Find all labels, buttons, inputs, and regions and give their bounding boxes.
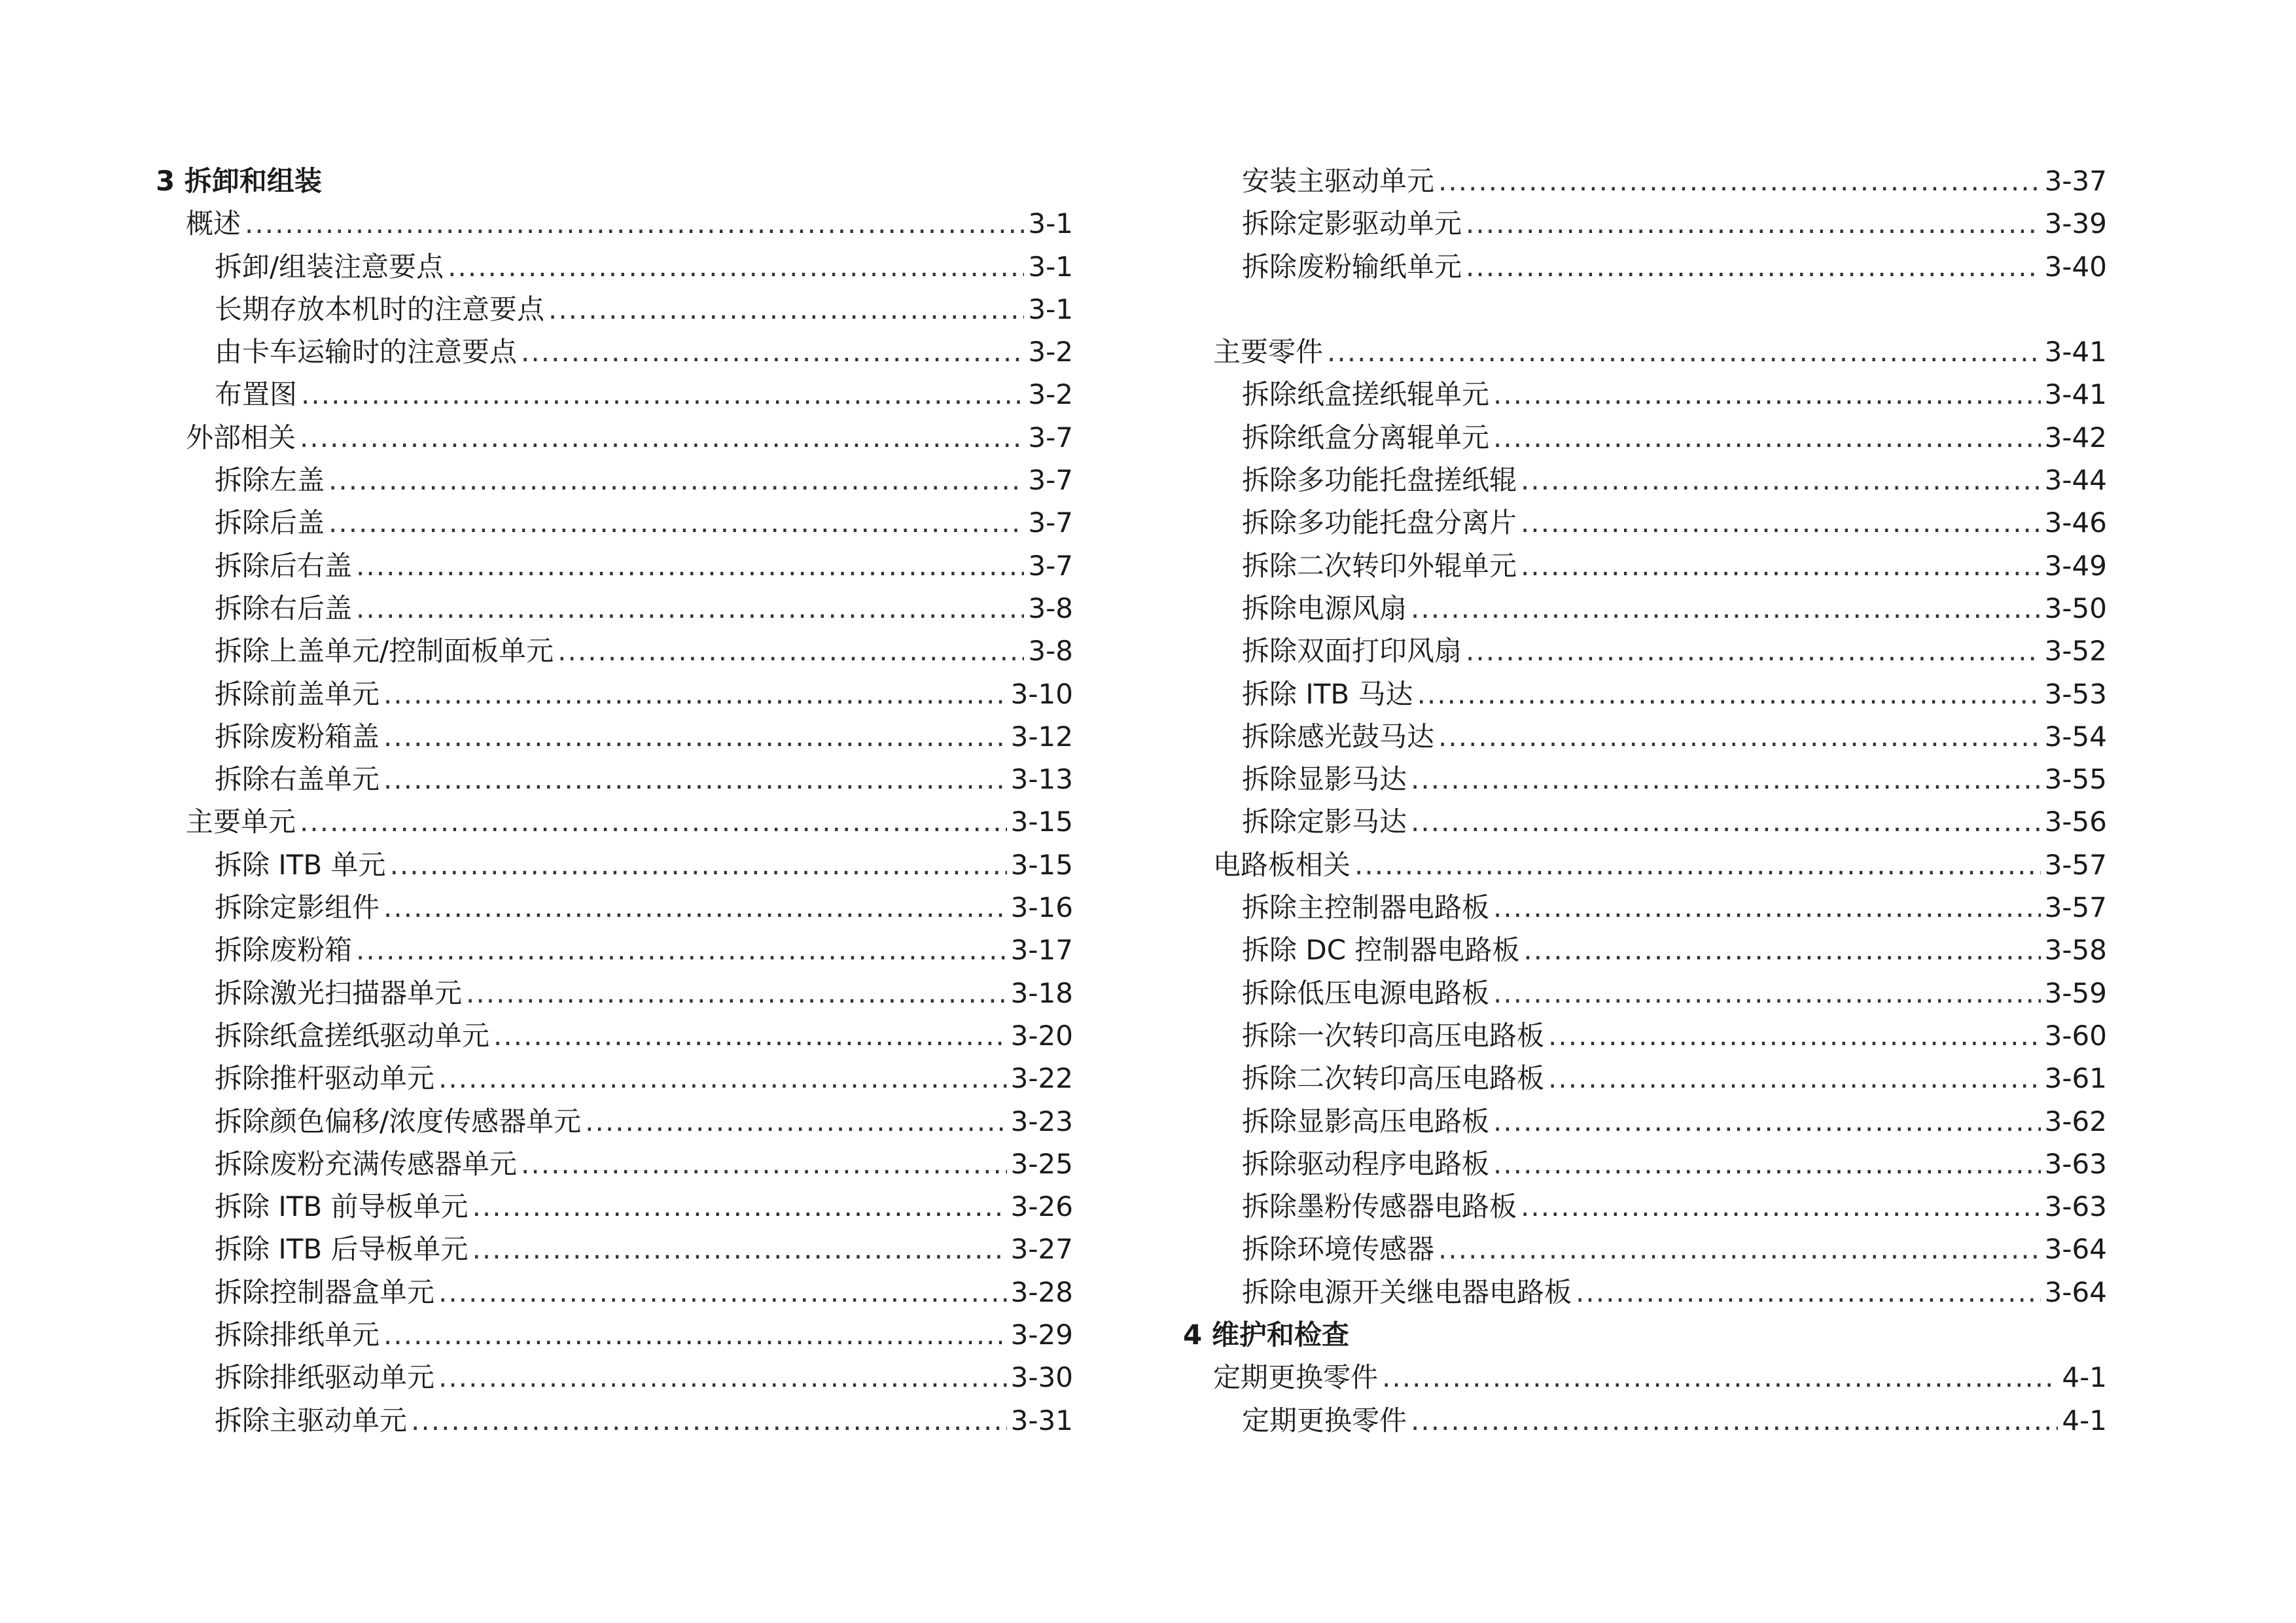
toc-subsection-entry bbox=[1183, 1271, 2107, 1313]
toc-entry-title: 长期存放本机时的注意要点 bbox=[215, 293, 545, 325]
toc-entry-title: 拆除环境传感器 bbox=[1242, 1233, 1435, 1266]
dot-leader bbox=[548, 288, 1024, 330]
toc-entry-title: 拆除上盖单元/控制面板单元 bbox=[215, 635, 554, 668]
toc-entry-page: 4-1 bbox=[2062, 1361, 2107, 1394]
toc-subsection-entry bbox=[1183, 1014, 2107, 1057]
toc-chapter-heading bbox=[1183, 1313, 2107, 1356]
toc-entry-page: 3-39 bbox=[2044, 207, 2107, 240]
toc-entry-title: 拆除右盖单元 bbox=[215, 763, 380, 796]
dot-leader bbox=[1411, 1399, 2058, 1442]
dot-leader bbox=[1438, 160, 2041, 202]
dot-leader bbox=[301, 373, 1024, 416]
dot-leader bbox=[383, 715, 1007, 758]
toc-subsection-entry bbox=[1183, 1399, 2107, 1442]
toc-entry-page: 3-2 bbox=[1028, 336, 1073, 368]
toc-spacer bbox=[1183, 288, 2107, 330]
dot-leader bbox=[1466, 630, 2041, 672]
toc-chapter-heading bbox=[156, 160, 1073, 202]
dot-leader bbox=[1548, 1014, 2041, 1057]
dot-leader bbox=[1493, 1143, 2041, 1185]
dot-leader bbox=[585, 1100, 1007, 1143]
toc-entry-page: 3-12 bbox=[1010, 720, 1073, 753]
toc-entry-page: 3-60 bbox=[2044, 1019, 2107, 1052]
toc-subsection-entry bbox=[1183, 886, 2107, 929]
toc-subsection-entry bbox=[156, 1100, 1073, 1143]
toc-entry-title: 拆除二次转印高压电路板 bbox=[1242, 1062, 1545, 1095]
toc-subsection-entry bbox=[1183, 630, 2107, 672]
toc-entry-page: 3-46 bbox=[2044, 507, 2107, 539]
dot-leader bbox=[1411, 758, 2041, 800]
toc-entry-page: 4-1 bbox=[2062, 1404, 2107, 1436]
toc-entry-title: 电路板相关 bbox=[1213, 848, 1351, 881]
toc-subsection-entry bbox=[156, 330, 1073, 373]
dot-leader bbox=[383, 886, 1007, 929]
toc-subsection-entry bbox=[1183, 587, 2107, 630]
toc-entry-page: 3-22 bbox=[1010, 1062, 1073, 1095]
toc-entry-title: 拆除排纸单元 bbox=[215, 1319, 380, 1351]
toc-section-entry bbox=[156, 202, 1073, 245]
toc-subsection-entry bbox=[156, 673, 1073, 715]
toc-entry-title: 拆除双面打印风扇 bbox=[1242, 635, 1462, 668]
toc-entry-page: 3-55 bbox=[2044, 763, 2107, 796]
toc-entry-page: 3-13 bbox=[1010, 763, 1073, 796]
toc-entry-page: 3-15 bbox=[1010, 806, 1073, 838]
toc-entry-title: 3 拆卸和组装 bbox=[156, 165, 322, 197]
toc-entry-page: 3-41 bbox=[2044, 336, 2107, 368]
dot-leader bbox=[1548, 1057, 2041, 1099]
toc-subsection-entry bbox=[156, 972, 1073, 1014]
toc-section-entry bbox=[1183, 844, 2107, 886]
toc-entry-title: 拆除定影组件 bbox=[215, 891, 380, 924]
toc-subsection-entry bbox=[156, 373, 1073, 416]
toc-section-entry bbox=[156, 416, 1073, 459]
toc-subsection-entry bbox=[1183, 1228, 2107, 1270]
toc-entry-page: 3-31 bbox=[1010, 1404, 1073, 1436]
dot-leader bbox=[1493, 972, 2041, 1014]
toc-entry-title: 拆除定影驱动单元 bbox=[1242, 207, 1462, 240]
toc-entry-page: 3-26 bbox=[1010, 1190, 1073, 1223]
dot-leader bbox=[1327, 330, 2041, 373]
dot-leader bbox=[1382, 1356, 2058, 1399]
dot-leader bbox=[1354, 844, 2041, 886]
toc-subsection-entry bbox=[156, 929, 1073, 971]
toc-entry-title: 主要零件 bbox=[1213, 336, 1324, 368]
dot-leader bbox=[1493, 1100, 2041, 1143]
toc-entry-title: 拆除 ITB 马达 bbox=[1242, 677, 1413, 710]
toc-entry-title: 拆除右后盖 bbox=[215, 592, 353, 624]
toc-entry-title: 拆卸/组装注意要点 bbox=[215, 250, 444, 283]
toc-right-column bbox=[1183, 160, 2107, 1442]
toc-entry-title: 定期更换零件 bbox=[1213, 1361, 1379, 1394]
toc-entry-page: 3-63 bbox=[2044, 1147, 2107, 1180]
toc-entry-page: 3-1 bbox=[1028, 207, 1073, 240]
toc-subsection-entry bbox=[156, 1228, 1073, 1270]
toc-subsection-entry bbox=[156, 1313, 1073, 1356]
toc-entry-page: 3-10 bbox=[1010, 677, 1073, 710]
toc-subsection-entry bbox=[156, 886, 1073, 929]
toc-subsection-entry bbox=[1183, 373, 2107, 416]
toc-subsection-entry bbox=[156, 459, 1073, 501]
dot-leader bbox=[328, 459, 1024, 501]
toc-entry-page: 3-49 bbox=[2044, 549, 2107, 582]
toc-section-entry bbox=[1183, 330, 2107, 373]
dot-leader bbox=[521, 330, 1024, 373]
toc-entry-title: 拆除纸盒搓纸驱动单元 bbox=[215, 1019, 490, 1052]
toc-entry-title: 拆除主驱动单元 bbox=[215, 1404, 408, 1436]
dot-leader bbox=[356, 544, 1024, 587]
toc-entry-page: 3-54 bbox=[2044, 720, 2107, 753]
toc-entry-page: 3-64 bbox=[2044, 1275, 2107, 1308]
toc-subsection-entry bbox=[156, 1185, 1073, 1228]
toc-entry-title: 拆除排纸驱动单元 bbox=[215, 1361, 435, 1394]
dot-leader bbox=[1521, 544, 2041, 587]
toc-subsection-entry bbox=[1183, 1185, 2107, 1228]
toc-entry-page: 3-40 bbox=[2044, 250, 2107, 283]
dot-leader bbox=[472, 1185, 1007, 1228]
toc-entry-page: 3-1 bbox=[1028, 250, 1073, 283]
toc-entry-title: 由卡车运输时的注意要点 bbox=[215, 336, 518, 368]
toc-subsection-entry bbox=[156, 715, 1073, 758]
toc-subsection-entry bbox=[1183, 459, 2107, 501]
toc-entry-title: 拆除一次转印高压电路板 bbox=[1242, 1019, 1545, 1052]
toc-subsection-entry bbox=[1183, 245, 2107, 288]
dot-leader bbox=[1417, 673, 2041, 715]
dot-leader bbox=[1493, 373, 2041, 416]
toc-entry-page: 3-59 bbox=[2044, 976, 2107, 1009]
toc-entry-title: 拆除激光扫描器单元 bbox=[215, 976, 463, 1009]
toc-entry-title: 拆除推杆驱动单元 bbox=[215, 1062, 435, 1095]
toc-subsection-entry bbox=[1183, 800, 2107, 843]
toc-subsection-entry bbox=[156, 288, 1073, 330]
dot-leader bbox=[245, 202, 1024, 245]
dot-leader bbox=[448, 245, 1024, 288]
toc-entry-page: 3-41 bbox=[2044, 378, 2107, 411]
toc-entry-title: 拆除 ITB 前导板单元 bbox=[215, 1190, 468, 1223]
toc-entry-title: 安装主驱动单元 bbox=[1242, 165, 1435, 197]
dot-leader bbox=[521, 1143, 1007, 1185]
dot-leader bbox=[1411, 587, 2041, 630]
toc-subsection-entry bbox=[156, 1399, 1073, 1442]
dot-leader bbox=[390, 844, 1007, 886]
toc-entry-page: 3-17 bbox=[1010, 934, 1073, 967]
toc-subsection-entry bbox=[156, 501, 1073, 544]
toc-section-entry bbox=[1183, 1356, 2107, 1399]
dot-leader bbox=[1523, 929, 2040, 971]
toc-subsection-entry bbox=[1183, 673, 2107, 715]
toc-entry-page: 3-20 bbox=[1010, 1019, 1073, 1052]
dot-leader bbox=[1521, 1185, 2041, 1228]
toc-entry-title: 拆除废粉箱 bbox=[215, 934, 353, 967]
toc-entry-title: 拆除纸盒分离辊单元 bbox=[1242, 421, 1490, 454]
toc-subsection-entry bbox=[156, 758, 1073, 800]
toc-entry-page: 3-15 bbox=[1010, 848, 1073, 881]
toc-entry-title: 定期更换零件 bbox=[1242, 1404, 1407, 1436]
toc-entry-title: 拆除废粉输纸单元 bbox=[1242, 250, 1462, 283]
dot-leader bbox=[300, 416, 1024, 459]
dot-leader bbox=[356, 929, 1007, 971]
toc-entry-page: 3-29 bbox=[1010, 1319, 1073, 1351]
dot-leader bbox=[328, 501, 1024, 544]
dot-leader bbox=[300, 800, 1007, 843]
toc-entry-page: 3-37 bbox=[2044, 165, 2107, 197]
toc-subsection-entry bbox=[156, 544, 1073, 587]
toc-subsection-entry bbox=[1183, 929, 2107, 971]
toc-entry-page: 3-56 bbox=[2044, 806, 2107, 838]
toc-entry-page: 3-52 bbox=[2044, 635, 2107, 668]
dot-leader bbox=[383, 673, 1007, 715]
toc-subsection-entry bbox=[1183, 544, 2107, 587]
toc-entry-title: 拆除 DC 控制器电路板 bbox=[1242, 934, 1520, 967]
toc-entry-page: 3-58 bbox=[2044, 934, 2107, 967]
toc-entry-page: 3-8 bbox=[1028, 592, 1073, 624]
dot-leader bbox=[1493, 416, 2041, 459]
dot-leader bbox=[438, 1356, 1007, 1399]
toc-entry-title: 拆除感光鼓马达 bbox=[1242, 720, 1435, 753]
toc-entry-title: 概述 bbox=[186, 207, 241, 240]
toc-left-column bbox=[156, 160, 1073, 1442]
toc-subsection-entry bbox=[1183, 715, 2107, 758]
toc-entry-title: 拆除电源开关继电器电路板 bbox=[1242, 1275, 1572, 1308]
toc-entry-title: 拆除低压电源电路板 bbox=[1242, 976, 1490, 1009]
toc-subsection-entry bbox=[156, 1271, 1073, 1313]
dot-leader bbox=[1521, 459, 2041, 501]
toc-entry-title: 拆除废粉充满传感器单元 bbox=[215, 1147, 518, 1180]
toc-entry-page: 3-53 bbox=[2044, 677, 2107, 710]
dot-leader bbox=[1466, 202, 2041, 245]
toc-entry-page: 3-64 bbox=[2044, 1233, 2107, 1266]
toc-entry-page: 3-23 bbox=[1010, 1105, 1073, 1137]
dot-leader bbox=[557, 630, 1024, 672]
toc-entry-title: 拆除纸盒搓纸辊单元 bbox=[1242, 378, 1490, 411]
toc-entry-title: 拆除二次转印外辊单元 bbox=[1242, 549, 1517, 582]
toc-entry-title: 布置图 bbox=[215, 378, 298, 411]
dot-leader bbox=[1411, 800, 2041, 843]
toc-subsection-entry bbox=[1183, 1057, 2107, 1099]
toc-entry-title: 4 维护和检查 bbox=[1183, 1319, 1349, 1351]
toc-entry-title: 拆除废粉箱盖 bbox=[215, 720, 380, 753]
toc-entry-title: 拆除 ITB 后导板单元 bbox=[215, 1233, 468, 1266]
dot-leader bbox=[356, 587, 1024, 630]
toc-entry-page: 3-28 bbox=[1010, 1275, 1073, 1308]
toc-subsection-entry bbox=[156, 1143, 1073, 1185]
toc-entry-title: 拆除多功能托盘搓纸辊 bbox=[1242, 464, 1517, 497]
toc-entry-title: 拆除 ITB 单元 bbox=[215, 848, 386, 881]
dot-leader bbox=[493, 1014, 1007, 1057]
toc-entry-title: 拆除主控制器电路板 bbox=[1242, 891, 1490, 924]
toc-subsection-entry bbox=[1183, 1143, 2107, 1185]
toc-entry-page: 3-7 bbox=[1028, 421, 1073, 454]
toc-subsection-entry bbox=[1183, 416, 2107, 459]
toc-entry-title: 拆除后盖 bbox=[215, 507, 325, 539]
toc-entry-page: 3-18 bbox=[1010, 976, 1073, 1009]
toc-subsection-entry bbox=[1183, 758, 2107, 800]
toc-subsection-entry bbox=[1183, 160, 2107, 202]
dot-leader bbox=[411, 1399, 1007, 1442]
toc-entry-page: 3-57 bbox=[2044, 848, 2107, 881]
dot-leader bbox=[1438, 715, 2041, 758]
toc-entry-title: 拆除后右盖 bbox=[215, 549, 353, 582]
dot-leader bbox=[1466, 245, 2041, 288]
toc-subsection-entry bbox=[1183, 972, 2107, 1014]
toc-entry-title: 拆除显影马达 bbox=[1242, 763, 1407, 796]
toc-entry-title: 拆除控制器盒单元 bbox=[215, 1275, 435, 1308]
toc-entry-title: 拆除颜色偏移/浓度传感器单元 bbox=[215, 1105, 582, 1137]
toc-entry-page: 3-7 bbox=[1028, 464, 1073, 497]
toc-entry-page: 3-7 bbox=[1028, 549, 1073, 582]
toc-entry-title: 拆除墨粉传感器电路板 bbox=[1242, 1190, 1517, 1223]
dot-leader bbox=[438, 1271, 1007, 1313]
toc-subsection-entry bbox=[156, 844, 1073, 886]
toc-entry-page: 3-50 bbox=[2044, 592, 2107, 624]
dot-leader bbox=[438, 1057, 1007, 1099]
toc-subsection-entry bbox=[156, 1356, 1073, 1399]
toc-entry-page: 3-7 bbox=[1028, 507, 1073, 539]
toc-section-entry bbox=[156, 800, 1073, 843]
toc-subsection-entry bbox=[156, 1014, 1073, 1057]
toc-entry-title: 主要单元 bbox=[186, 806, 296, 838]
dot-leader bbox=[1438, 1228, 2041, 1270]
toc-entry-page: 3-16 bbox=[1010, 891, 1073, 924]
toc-entry-page: 3-42 bbox=[2044, 421, 2107, 454]
dot-leader bbox=[1493, 886, 2041, 929]
toc-entry-page: 3-30 bbox=[1010, 1361, 1073, 1394]
toc-entry-title: 拆除左盖 bbox=[215, 464, 325, 497]
toc-subsection-entry bbox=[156, 587, 1073, 630]
toc-entry-page: 3-8 bbox=[1028, 635, 1073, 668]
dot-leader bbox=[472, 1228, 1007, 1270]
dot-leader bbox=[383, 758, 1007, 800]
toc-subsection-entry bbox=[1183, 202, 2107, 245]
dot-leader bbox=[1576, 1271, 2041, 1313]
dot-leader bbox=[466, 972, 1007, 1014]
dot-leader bbox=[383, 1313, 1007, 1356]
toc-entry-page: 3-62 bbox=[2044, 1105, 2107, 1137]
toc-entry-page: 3-44 bbox=[2044, 464, 2107, 497]
toc-subsection-entry bbox=[1183, 1100, 2107, 1143]
toc-entry-page: 3-27 bbox=[1010, 1233, 1073, 1266]
toc-entry-title: 拆除电源风扇 bbox=[1242, 592, 1407, 624]
toc-entry-page: 3-1 bbox=[1028, 293, 1073, 325]
toc-entry-page: 3-63 bbox=[2044, 1190, 2107, 1223]
toc-entry-title: 外部相关 bbox=[186, 421, 296, 454]
toc-subsection-entry bbox=[156, 630, 1073, 672]
toc-subsection-entry bbox=[156, 245, 1073, 288]
toc-entry-title: 拆除前盖单元 bbox=[215, 677, 380, 710]
dot-leader bbox=[1521, 501, 2041, 544]
toc-entry-page: 3-57 bbox=[2044, 891, 2107, 924]
toc-entry-title: 拆除定影马达 bbox=[1242, 806, 1407, 838]
toc-entry-title: 拆除驱动程序电路板 bbox=[1242, 1147, 1490, 1180]
toc-subsection-entry bbox=[156, 1057, 1073, 1099]
toc-subsection-entry bbox=[1183, 501, 2107, 544]
toc-entry-page: 3-61 bbox=[2044, 1062, 2107, 1095]
toc-entry-title: 拆除显影高压电路板 bbox=[1242, 1105, 1490, 1137]
toc-entry-page: 3-25 bbox=[1010, 1147, 1073, 1180]
toc-entry-title: 拆除多功能托盘分离片 bbox=[1242, 507, 1517, 539]
toc-entry-page: 3-2 bbox=[1028, 378, 1073, 411]
